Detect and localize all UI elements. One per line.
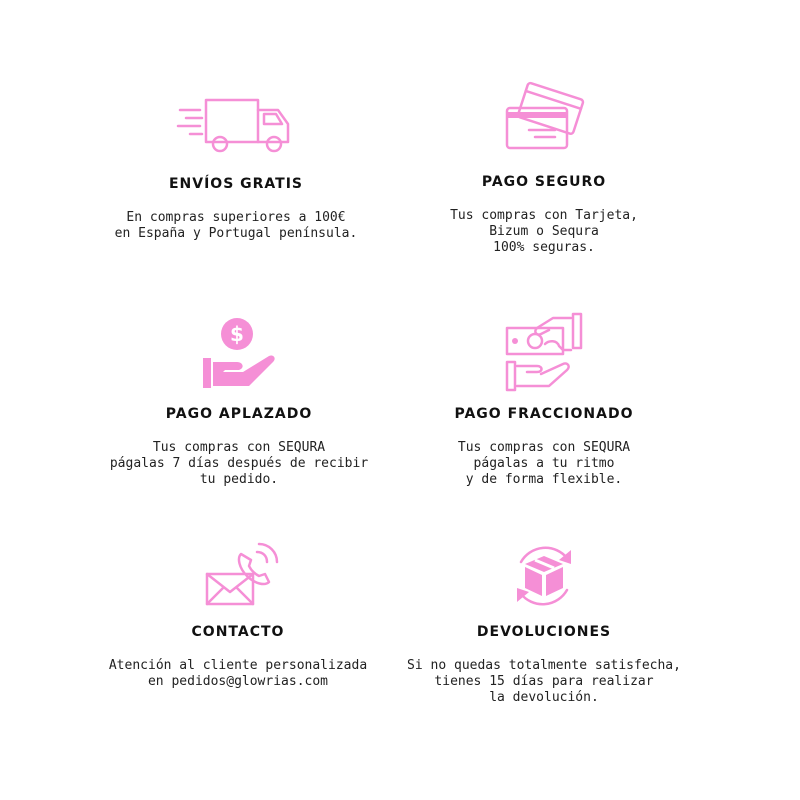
feature-description: Atención al cliente personalizada en pedidos@glowrias.com	[108, 658, 368, 689]
phone-envelope-icon	[195, 542, 281, 608]
feature-description: Tus compras con Tarjeta, Bizum o Sequra 100% seguras.	[450, 208, 638, 255]
feature-description: Tus compras con SEQURA págalas a tu ritmo y de forma flexible.	[457, 440, 631, 487]
feature-title: PAGO FRACCIONADO	[454, 406, 634, 422]
feature-title: ENVÍOS GRATIS	[168, 176, 304, 192]
feature-title: PAGO SEGURO	[481, 174, 607, 190]
box-return-icon	[509, 542, 579, 610]
feature-installment-payment	[394, 308, 694, 492]
feature-contact	[88, 540, 388, 700]
feature-title: DEVOLUCIONES	[476, 624, 612, 640]
money-exchange-icon	[501, 310, 587, 394]
feature-description: En compras superiores a 100€ en España y Portugal península.	[114, 210, 358, 241]
svg-text:$: $	[230, 322, 244, 346]
feature-description: Si no quedas totalmente satisfecha, tienes 15 días para realizar la devolución.	[407, 658, 681, 705]
feature-secure-payment	[394, 80, 694, 260]
feature-free-shipping	[86, 90, 386, 250]
feature-returns	[394, 540, 694, 720]
hand-coin-icon	[199, 316, 279, 392]
feature-title: PAGO APLAZADO	[165, 406, 313, 422]
feature-deferred-payment	[89, 312, 389, 492]
feature-title: CONTACTO	[191, 624, 285, 640]
credit-cards-icon	[499, 80, 589, 156]
delivery-truck-icon	[176, 94, 296, 154]
feature-description: Tus compras con SEQURA págalas 7 días después de recibir tu pedido.	[109, 440, 369, 487]
